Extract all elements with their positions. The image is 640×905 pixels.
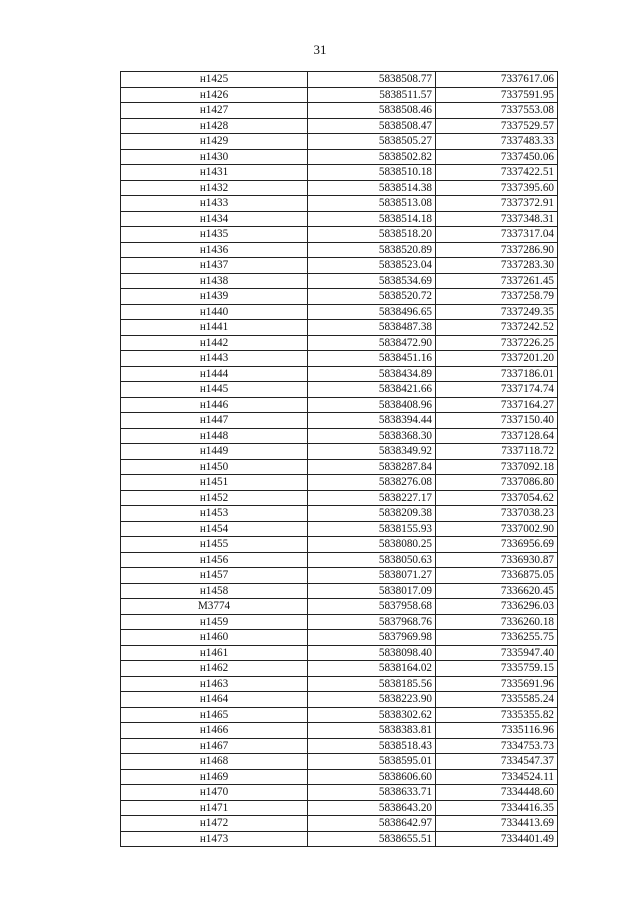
table-row [121,800,558,816]
table-row [121,738,558,754]
point-id-cell: н1460 [121,630,308,646]
point-id-cell: н1442 [121,335,308,351]
x-coordinate-cell: 5838071.27 [308,568,436,584]
table-row [121,428,558,444]
x-coordinate-cell: 5838520.72 [308,289,436,305]
table-row [121,785,558,801]
x-coordinate-cell: 5838421.66 [308,382,436,398]
y-coordinate-cell: 7336255.75 [436,630,558,646]
x-coordinate-cell: 5838017.09 [308,583,436,599]
table-row [121,521,558,537]
x-coordinate-cell: 5838408.96 [308,397,436,413]
x-coordinate-cell: 5838487.38 [308,320,436,336]
x-coordinate-cell: 5838633.71 [308,785,436,801]
x-coordinate-cell: 5838642.97 [308,816,436,832]
x-coordinate-cell: 5838655.51 [308,831,436,847]
x-coordinate-cell: 5838155.93 [308,521,436,537]
point-id-cell: н1443 [121,351,308,367]
x-coordinate-cell: 5838513.08 [308,196,436,212]
x-coordinate-cell: 5838098.40 [308,645,436,661]
x-coordinate-cell: 5838302.62 [308,707,436,723]
x-coordinate-cell: 5838394.44 [308,413,436,429]
point-id-cell: н1435 [121,227,308,243]
y-coordinate-cell: 7337283.30 [436,258,558,274]
table-row [121,769,558,785]
table-row [121,87,558,103]
y-coordinate-cell: 7334401.49 [436,831,558,847]
x-coordinate-cell: 5838595.01 [308,754,436,770]
table-row [121,72,558,88]
point-id-cell: н1441 [121,320,308,336]
x-coordinate-cell: 5838368.30 [308,428,436,444]
table-row [121,692,558,708]
point-id-cell: н1459 [121,614,308,630]
table-row [121,366,558,382]
y-coordinate-cell: 7337317.04 [436,227,558,243]
x-coordinate-cell: 5838534.69 [308,273,436,289]
table-row [121,475,558,491]
y-coordinate-cell: 7337249.35 [436,304,558,320]
y-coordinate-cell: 7337483.33 [436,134,558,150]
point-id-cell: н1428 [121,118,308,134]
x-coordinate-cell: 5837968.76 [308,614,436,630]
y-coordinate-cell: 7337591.95 [436,87,558,103]
y-coordinate-cell: 7335947.40 [436,645,558,661]
point-id-cell: н1454 [121,521,308,537]
point-id-cell: н1432 [121,180,308,196]
table-row [121,831,558,847]
point-id-cell: н1456 [121,552,308,568]
point-id-cell: н1438 [121,273,308,289]
x-coordinate-cell: 5838287.84 [308,459,436,475]
point-id-cell: н1449 [121,444,308,460]
x-coordinate-cell: 5837958.68 [308,599,436,615]
y-coordinate-cell: 7337242.52 [436,320,558,336]
y-coordinate-cell: 7334416.35 [436,800,558,816]
table-row [121,707,558,723]
y-coordinate-cell: 7337226.25 [436,335,558,351]
table-row [121,335,558,351]
x-coordinate-cell: 5838472.90 [308,335,436,351]
point-id-cell: н1462 [121,661,308,677]
table-row [121,242,558,258]
point-id-cell: н1450 [121,459,308,475]
table-row [121,444,558,460]
point-id-cell: н1451 [121,475,308,491]
y-coordinate-cell: 7336930.87 [436,552,558,568]
y-coordinate-cell: 7337348.31 [436,211,558,227]
table-row [121,196,558,212]
x-coordinate-cell: 5838496.65 [308,304,436,320]
coordinates-table [120,71,558,847]
x-coordinate-cell: 5838523.04 [308,258,436,274]
table-row [121,537,558,553]
x-coordinate-cell: 5837969.98 [308,630,436,646]
table-row [121,568,558,584]
point-id-cell: н1463 [121,676,308,692]
table-row [121,661,558,677]
y-coordinate-cell: 7335116.96 [436,723,558,739]
point-id-cell: н1437 [121,258,308,274]
y-coordinate-cell: 7334524.11 [436,769,558,785]
point-id-cell: н1430 [121,149,308,165]
point-id-cell: н1433 [121,196,308,212]
x-coordinate-cell: 5838508.46 [308,103,436,119]
point-id-cell: н1446 [121,397,308,413]
y-coordinate-cell: 7337553.08 [436,103,558,119]
y-coordinate-cell: 7337201.20 [436,351,558,367]
table-row [121,227,558,243]
x-coordinate-cell: 5838508.47 [308,118,436,134]
table-row [121,506,558,522]
y-coordinate-cell: 7337118.72 [436,444,558,460]
x-coordinate-cell: 5838505.27 [308,134,436,150]
point-id-cell: н1472 [121,816,308,832]
table-row [121,211,558,227]
coordinates-table-body [121,72,558,847]
x-coordinate-cell: 5838511.57 [308,87,436,103]
table-row [121,304,558,320]
table-row [121,614,558,630]
y-coordinate-cell: 7337286.90 [436,242,558,258]
point-id-cell: н1444 [121,366,308,382]
x-coordinate-cell: 5838383.81 [308,723,436,739]
y-coordinate-cell: 7337261.45 [436,273,558,289]
point-id-cell: н1457 [121,568,308,584]
y-coordinate-cell: 7337372.91 [436,196,558,212]
point-id-cell: н1464 [121,692,308,708]
y-coordinate-cell: 7334753.73 [436,738,558,754]
y-coordinate-cell: 7336956.69 [436,537,558,553]
table-row [121,583,558,599]
table-row [121,351,558,367]
y-coordinate-cell: 7337150.40 [436,413,558,429]
table-row [121,397,558,413]
x-coordinate-cell: 5838185.56 [308,676,436,692]
x-coordinate-cell: 5838520.89 [308,242,436,258]
table-row [121,382,558,398]
y-coordinate-cell: 7337128.64 [436,428,558,444]
point-id-cell: н1452 [121,490,308,506]
table-row [121,165,558,181]
point-id-cell: н1429 [121,134,308,150]
point-id-cell: М3774 [121,599,308,615]
x-coordinate-cell: 5838514.38 [308,180,436,196]
point-id-cell: н1470 [121,785,308,801]
point-id-cell: н1455 [121,537,308,553]
y-coordinate-cell: 7334413.69 [436,816,558,832]
point-id-cell: н1461 [121,645,308,661]
point-id-cell: н1436 [121,242,308,258]
point-id-cell: н1447 [121,413,308,429]
table-row [121,723,558,739]
x-coordinate-cell: 5838050.63 [308,552,436,568]
table-row [121,289,558,305]
table-row [121,552,558,568]
table-row [121,676,558,692]
table-row [121,134,558,150]
point-id-cell: н1425 [121,72,308,88]
y-coordinate-cell: 7336296.03 [436,599,558,615]
table-row [121,149,558,165]
y-coordinate-cell: 7336260.18 [436,614,558,630]
point-id-cell: н1468 [121,754,308,770]
table-row [121,490,558,506]
y-coordinate-cell: 7337186.01 [436,366,558,382]
y-coordinate-cell: 7336875.05 [436,568,558,584]
y-coordinate-cell: 7337086.80 [436,475,558,491]
table-row [121,645,558,661]
x-coordinate-cell: 5838518.43 [308,738,436,754]
point-id-cell: н1466 [121,723,308,739]
y-coordinate-cell: 7337450.06 [436,149,558,165]
table-row [121,413,558,429]
x-coordinate-cell: 5838643.20 [308,800,436,816]
x-coordinate-cell: 5838451.16 [308,351,436,367]
y-coordinate-cell: 7336620.45 [436,583,558,599]
y-coordinate-cell: 7337395.60 [436,180,558,196]
table-row [121,118,558,134]
point-id-cell: н1434 [121,211,308,227]
y-coordinate-cell: 7334547.37 [436,754,558,770]
y-coordinate-cell: 7337164.27 [436,397,558,413]
x-coordinate-cell: 5838209.38 [308,506,436,522]
table-row [121,180,558,196]
y-coordinate-cell: 7337529.57 [436,118,558,134]
x-coordinate-cell: 5838164.02 [308,661,436,677]
table-row [121,754,558,770]
table-row [121,320,558,336]
y-coordinate-cell: 7337038.23 [436,506,558,522]
y-coordinate-cell: 7335691.96 [436,676,558,692]
point-id-cell: н1473 [121,831,308,847]
point-id-cell: н1469 [121,769,308,785]
y-coordinate-cell: 7337617.06 [436,72,558,88]
x-coordinate-cell: 5838227.17 [308,490,436,506]
x-coordinate-cell: 5838434.89 [308,366,436,382]
page-number: 31 [313,42,327,57]
point-id-cell: н1431 [121,165,308,181]
x-coordinate-cell: 5838518.20 [308,227,436,243]
y-coordinate-cell: 7337092.18 [436,459,558,475]
y-coordinate-cell: 7337174.74 [436,382,558,398]
y-coordinate-cell: 7337422.51 [436,165,558,181]
y-coordinate-cell: 7335759.15 [436,661,558,677]
point-id-cell: н1465 [121,707,308,723]
point-id-cell: н1440 [121,304,308,320]
point-id-cell: н1467 [121,738,308,754]
table-row [121,258,558,274]
x-coordinate-cell: 5838080.25 [308,537,436,553]
x-coordinate-cell: 5838606.60 [308,769,436,785]
table-row [121,103,558,119]
point-id-cell: н1458 [121,583,308,599]
x-coordinate-cell: 5838223.90 [308,692,436,708]
y-coordinate-cell: 7334448.60 [436,785,558,801]
table-row [121,599,558,615]
table-row [121,630,558,646]
y-coordinate-cell: 7337054.62 [436,490,558,506]
point-id-cell: н1426 [121,87,308,103]
x-coordinate-cell: 5838276.08 [308,475,436,491]
point-id-cell: н1448 [121,428,308,444]
x-coordinate-cell: 5838514.18 [308,211,436,227]
point-id-cell: н1439 [121,289,308,305]
y-coordinate-cell: 7337002.90 [436,521,558,537]
x-coordinate-cell: 5838502.82 [308,149,436,165]
y-coordinate-cell: 7337258.79 [436,289,558,305]
x-coordinate-cell: 5838508.77 [308,72,436,88]
point-id-cell: н1471 [121,800,308,816]
point-id-cell: н1453 [121,506,308,522]
y-coordinate-cell: 7335585.24 [436,692,558,708]
point-id-cell: н1445 [121,382,308,398]
table-row [121,273,558,289]
x-coordinate-cell: 5838349.92 [308,444,436,460]
x-coordinate-cell: 5838510.18 [308,165,436,181]
table-row [121,816,558,832]
y-coordinate-cell: 7335355.82 [436,707,558,723]
table-row [121,459,558,475]
point-id-cell: н1427 [121,103,308,119]
